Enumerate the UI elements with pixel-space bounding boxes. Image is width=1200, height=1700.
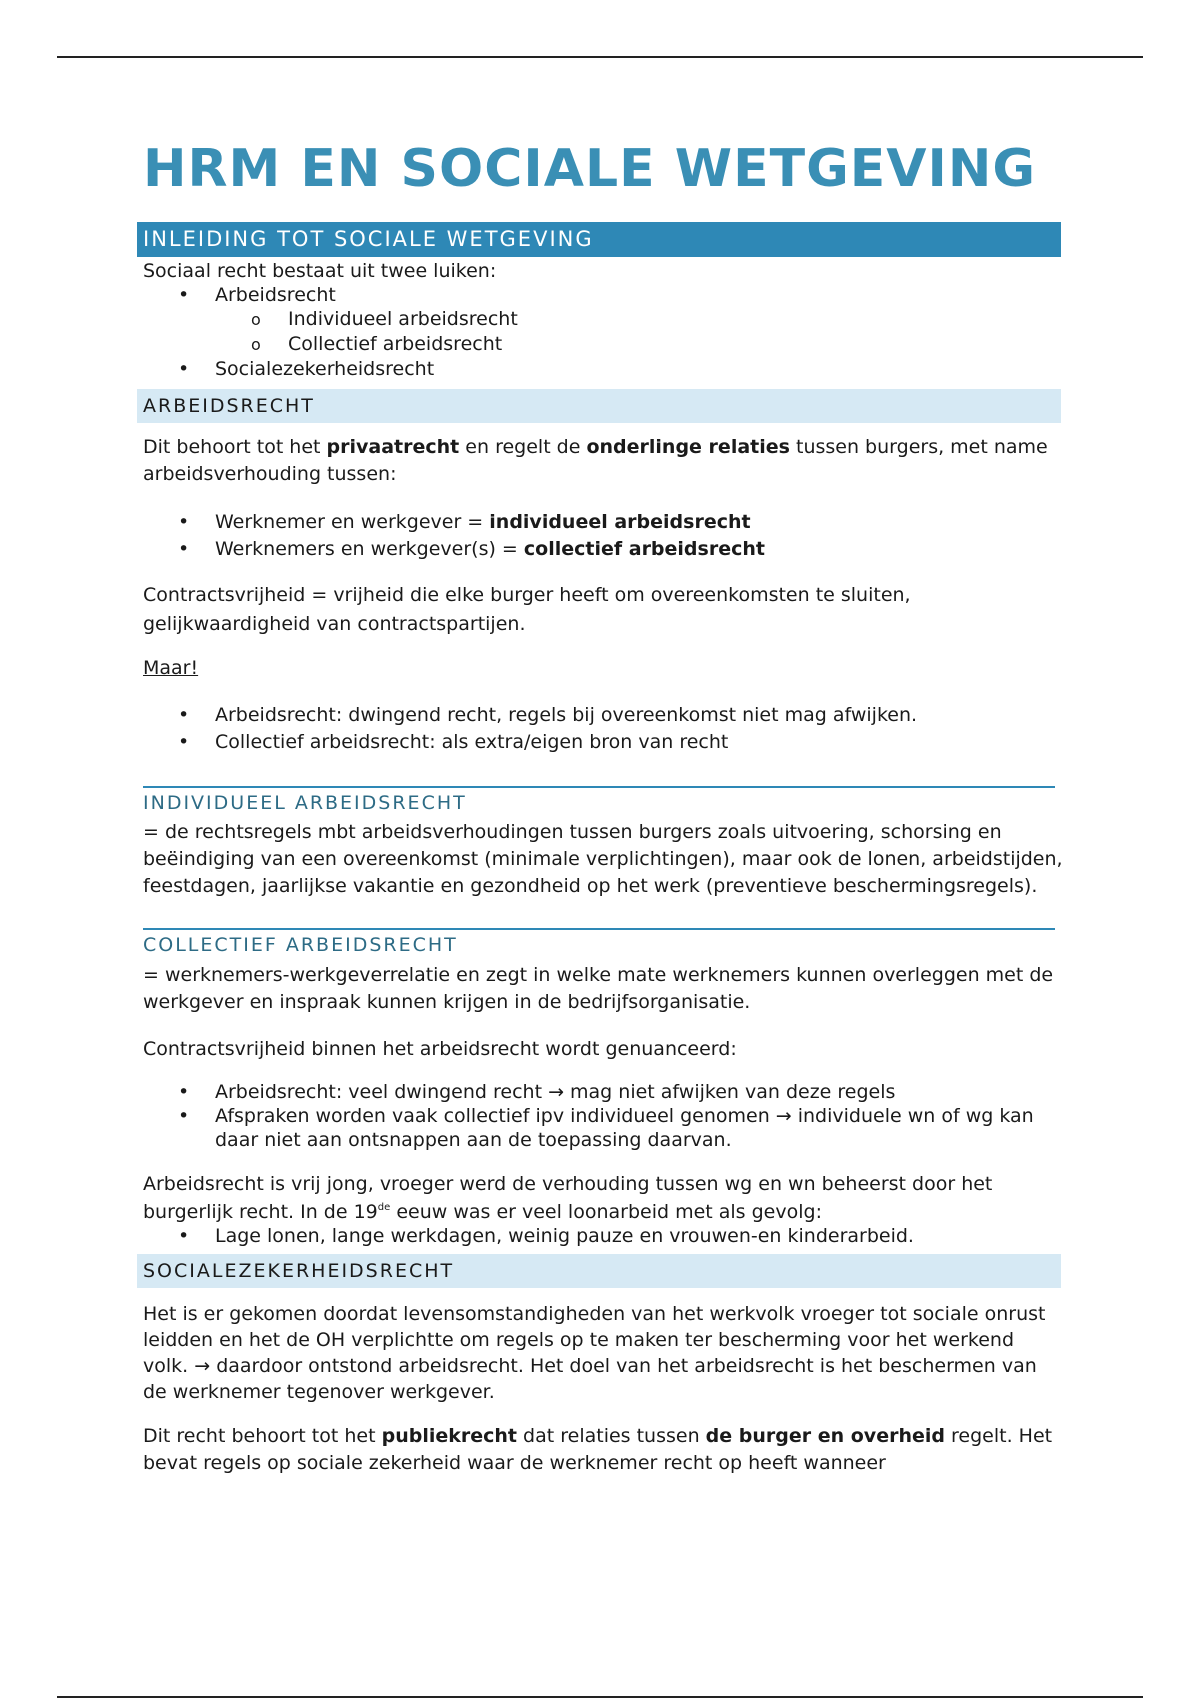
genuanceerd-paragraph: Contractsvrijheid binnen het arbeidsrecht wordt genuanceerd: <box>143 1037 737 1060</box>
bottom-rule <box>57 1696 1143 1698</box>
list-item: • Werknemer en werkgever = individueel arbeidsrecht <box>143 509 1063 536</box>
list-item: • Werknemers en werkgever(s) = collectief arbeidsrecht <box>143 536 1063 563</box>
arbeidsrecht-paragraph: Dit behoort tot het privaatrecht en regelt de onderlinge relaties tussen burgers, met name arbeidsverhouding tussen: <box>143 435 1048 485</box>
list-item: • Collectief arbeidsrecht: als extra/eigen bron van recht <box>143 729 1063 756</box>
arbeidsrecht-list <box>143 509 1063 563</box>
heading-socialezekerheidsrecht: SOCIALEZEKERHEIDSRECHT <box>137 1254 1061 1288</box>
heading-collectief: COLLECTIEF ARBEIDSRECHT <box>143 928 1055 956</box>
top-rule <box>57 56 1143 58</box>
collectief-list <box>143 1080 1063 1152</box>
gevolg-list <box>143 1224 1063 1248</box>
document-title: HRM EN SOCIALE WETGEVING <box>143 139 1037 199</box>
heading-arbeidsrecht: ARBEIDSRECHT <box>137 389 1061 423</box>
list-item: • Arbeidsrecht: dwingend recht, regels bij overeenkomst niet mag afwijken. <box>143 702 1063 729</box>
list-item: • Afspraken worden vaak collectief ipv individueel genomen → individuele wn of wg kan daar niet aan ontsnappen aan de toepassing daarvan. <box>143 1104 1063 1152</box>
collectief-paragraph: = werknemers-werkgeverrelatie en zegt in welke mate werknemers kunnen overleggen met de werkgever en inspraak kunnen krijgen in de bedrijfsorganisatie. <box>143 963 1054 1013</box>
list-subitem: o Individueel arbeidsrecht <box>143 307 1063 332</box>
maar-note: Maar! <box>143 656 199 679</box>
list-subitem: o Collectief arbeidsrecht <box>143 332 1063 357</box>
sociale-paragraph-2: Dit recht behoort tot het publiekrecht dat relaties tussen de burger en overheid regelt. Het bevat regels op sociale zekerheid waar de werknemer recht op heeft wanneer <box>143 1424 1053 1474</box>
individueel-paragraph: = de rechtsregels mbt arbeidsverhoudingen tussen burgers zoals uitvoering, schorsing en beëindiging van een overeenkomst (minimale verplichtingen), maar ook de lonen, arbeidstijden, feestdagen, jaarlijkse vakantie en gezondheid op het werk (preventieve beschermingsregels). <box>143 820 1063 897</box>
list-item: • Arbeidsrecht <box>143 283 1063 307</box>
heading-inleiding: INLEIDING TOT SOCIALE WETGEVING <box>137 222 1061 257</box>
list-item: • Arbeidsrecht: veel dwingend recht → mag niet afwijken van deze regels <box>143 1080 1063 1104</box>
maar-list <box>143 702 1063 756</box>
list-item: • Lage lonen, lange werkdagen, weinig pauze en vrouwen-en kinderarbeid. <box>143 1224 1063 1248</box>
contractsvrijheid-paragraph: Contractsvrijheid = vrijheid die elke burger heeft om overeenkomsten te sluiten, gelijkwaardigheid van contractspartijen. <box>143 583 911 635</box>
heading-individueel: INDIVIDUEEL ARBEIDSRECHT <box>143 786 1055 814</box>
document-page <box>143 140 1063 1477</box>
inleiding-list <box>143 283 1063 381</box>
list-item: • Socialezekerheidsrecht <box>143 357 1063 381</box>
sociale-paragraph-1: Het is er gekomen doordat levensomstandigheden van het werkvolk vroeger tot sociale onrust leidden en het de OH verplichtte om regels op te maken ter bescherming voor het werkend volk. → daardoor ontstond arbeidsrecht. Het doel van het arbeidsrecht is het beschermen van de werknemer tegenover werkgever. <box>143 1302 1046 1403</box>
inleiding-intro: Sociaal recht bestaat uit twee luiken: <box>143 259 497 282</box>
geschiedenis-paragraph: Arbeidsrecht is vrij jong, vroeger werd de verhouding tussen wg en wn beheerst door het burgerlijk recht. In de 19de eeuw was er veel loonarbeid met als gevolg: <box>143 1172 993 1223</box>
